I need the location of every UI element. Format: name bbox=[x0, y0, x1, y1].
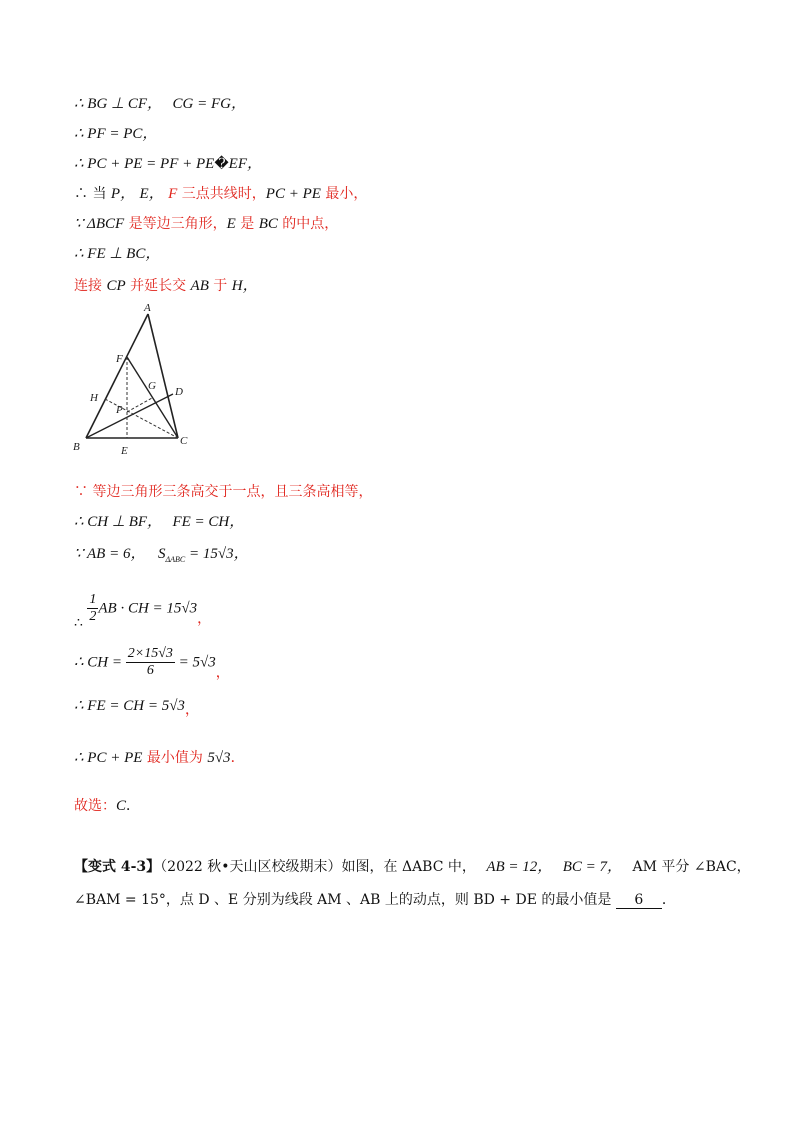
text: 的中点， bbox=[277, 216, 339, 232]
solution-line-9 bbox=[74, 512, 244, 532]
variant-problem-line-2 bbox=[74, 890, 676, 910]
label-d: D bbox=[175, 386, 183, 398]
fraction-half bbox=[87, 592, 98, 625]
math-text: AB · CH = 15√3 bbox=[98, 600, 198, 617]
comma: ， bbox=[215, 664, 230, 681]
solution-line-11 bbox=[74, 592, 212, 631]
solution-line-7 bbox=[74, 276, 258, 296]
math-text: FE = CH， bbox=[172, 514, 245, 530]
math-text: ∴ CH = bbox=[74, 654, 126, 671]
denominator: 6 bbox=[146, 663, 154, 678]
period: ． bbox=[661, 892, 676, 908]
text: 并延长交 bbox=[125, 278, 191, 294]
period: ． bbox=[126, 798, 141, 814]
segment-fc bbox=[127, 357, 178, 438]
math-text: = 5√3 bbox=[174, 654, 216, 671]
text: 最小， bbox=[320, 186, 368, 202]
text: 最小值为 bbox=[142, 750, 208, 766]
math-text: CP bbox=[106, 278, 126, 294]
math-text: ∵ ΔBCF bbox=[74, 216, 125, 232]
subscript: ΔABC bbox=[165, 554, 186, 564]
solution-line-12 bbox=[74, 646, 230, 679]
numerator: 2×15√3 bbox=[127, 646, 173, 661]
numerator: 1 bbox=[89, 592, 97, 607]
segment-bd bbox=[86, 394, 173, 438]
answer-blank: 6 bbox=[616, 892, 662, 909]
math-text: PC + PE bbox=[265, 186, 321, 202]
math-text: BC bbox=[258, 216, 278, 232]
label-f: F bbox=[116, 353, 123, 365]
math-text: CG = FG， bbox=[172, 96, 246, 112]
variant-tag: 【变式 4-3】 bbox=[74, 859, 161, 875]
solution-line-10 bbox=[74, 544, 249, 570]
math-text: EF， bbox=[228, 156, 262, 172]
solution-line-6 bbox=[74, 244, 160, 264]
text: 故选： bbox=[74, 798, 116, 814]
math-text: E bbox=[226, 216, 236, 232]
math-text: = 15√3， bbox=[185, 546, 249, 562]
math-text: AB = 12， bbox=[486, 859, 553, 875]
text: 是 bbox=[235, 216, 259, 232]
math-text: AB bbox=[190, 278, 209, 294]
side-ac bbox=[148, 314, 178, 438]
solution-line-8 bbox=[74, 482, 372, 502]
replacement-glyph: � bbox=[214, 156, 229, 172]
solution-line-3 bbox=[74, 154, 262, 174]
solution-line-4 bbox=[74, 184, 367, 204]
math-text: ∵ AB = 6， bbox=[74, 546, 146, 562]
triangle-diagram bbox=[66, 300, 206, 460]
label-g: G bbox=[148, 380, 156, 392]
solution-line-2 bbox=[74, 124, 157, 144]
math-text: ∴ CH ⊥ BF， bbox=[74, 514, 163, 530]
answer-letter: C bbox=[116, 798, 127, 814]
label-e: E bbox=[121, 445, 128, 457]
label-c: C bbox=[180, 435, 188, 447]
math-text: ∴ FE ⊥ BC， bbox=[74, 246, 161, 262]
denominator: 2 bbox=[89, 609, 97, 624]
math-text: BC = 7， bbox=[562, 859, 623, 875]
period: ． bbox=[230, 750, 245, 766]
therefore-symbol: ∴ bbox=[74, 614, 83, 631]
text: 于 bbox=[208, 278, 232, 294]
variant-problem-line-1 bbox=[74, 857, 751, 877]
label-b: B bbox=[73, 441, 80, 453]
math-text: AM 平分 ∠BAC， bbox=[632, 859, 751, 875]
math-text: H， bbox=[231, 278, 258, 294]
math-text: P， bbox=[110, 186, 136, 202]
triangle-figure bbox=[66, 300, 206, 460]
solution-line-14 bbox=[74, 748, 245, 768]
label-a: A bbox=[144, 302, 151, 314]
math-text: ∴ FE = CH = 5√3 bbox=[74, 698, 185, 714]
label-p: P bbox=[116, 404, 123, 416]
comma: ， bbox=[197, 610, 212, 627]
text: 连接 bbox=[74, 278, 107, 294]
text: 三点共线时， bbox=[177, 186, 266, 202]
math-text: ∴ PF = PC， bbox=[74, 126, 158, 142]
solution-line-15 bbox=[74, 796, 140, 816]
math-text: S bbox=[157, 546, 166, 562]
math-text: ∴ PC + PE = PF + PE bbox=[74, 156, 215, 172]
solution-line-13 bbox=[74, 696, 199, 716]
text: ∴ 当 bbox=[74, 186, 111, 202]
dashed-pg bbox=[127, 398, 152, 412]
math-text: E， bbox=[139, 186, 164, 202]
fraction bbox=[126, 646, 175, 679]
text: ∠BAM = 15°，点 D 、E 分别为线段 AM 、AB 上的动点，则 BD + DE 的最小值是 bbox=[74, 892, 612, 908]
solution-line-1 bbox=[74, 94, 246, 114]
solution-line-5 bbox=[74, 214, 338, 234]
text: ∵ 等边三角形三条高交于一点，且三条高相等， bbox=[74, 484, 373, 500]
variant-source: （2022 秋•天山区校级期末）如图，在 ΔABC 中， bbox=[160, 859, 476, 875]
math-text: ∴ PC + PE bbox=[74, 750, 143, 766]
label-h: H bbox=[90, 392, 98, 404]
comma: ， bbox=[184, 702, 199, 718]
text: 是等边三角形， bbox=[124, 216, 227, 232]
math-text: ∴ BG ⊥ CF， bbox=[74, 96, 163, 112]
math-text: 5√3 bbox=[207, 750, 231, 766]
math-text: F bbox=[168, 186, 178, 202]
